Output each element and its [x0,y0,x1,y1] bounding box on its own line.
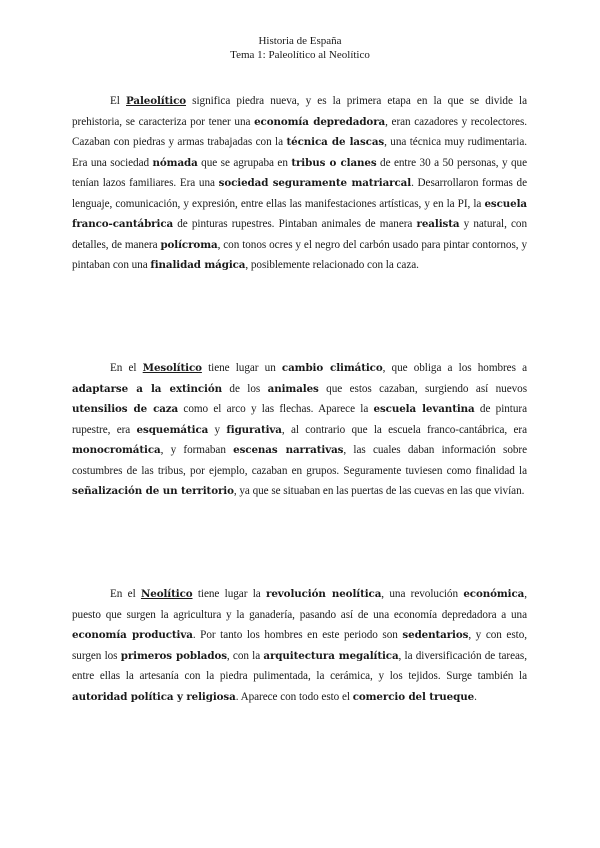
text-run: , con tonos ocres y el negro del carbón usado para pintar contornos, y pintaban con una [72,238,527,271]
key-term: autoridad política y religiosa [72,690,236,703]
text-run: , que obliga a los hombres a [382,362,527,374]
key-term: monocromática [72,444,161,456]
text-run: En el [110,362,143,374]
document-header [0,34,600,62]
key-term: animales [267,382,319,395]
key-term: tribus o clanes [291,156,377,169]
term-neolitico: Neolítico [140,588,193,600]
text-run: de pintura rupestre, era [72,403,527,436]
text-run: , una técnica muy rudimentaria. Era una sociedad [72,136,527,169]
key-term: escuela levantina [373,403,475,415]
key-term: técnica de lascas [286,136,385,148]
term-mesolitico: Mesolítico [142,362,202,374]
text-run: de los [221,382,268,395]
key-term: cambio climático [281,362,383,374]
text-run: tiene lugar la [192,588,267,600]
key-term: realista [416,218,460,230]
text-run: . Desarrollaron formas de lenguaje, comunicación, y expresión, entre ellas las manifestaciones artísticas, y en la PI, la [72,177,527,210]
document-subtitle: Tema 1: Paleolítico al Neolítico [230,49,370,61]
paragraph-mesolitico [72,358,527,502]
text-run: . Aparece con todo esto el [235,690,353,703]
text-run: y [208,423,227,436]
text-run: , una revolución [381,588,464,600]
key-term: comercio del trueque [352,690,475,703]
text-run: y natural, con detalles, de manera [72,218,527,251]
key-term: arquitectura megalítica [263,649,399,662]
text-run: como el arco y las flechas. Aparece la [178,403,374,415]
text-run: de pinturas rupestres. Pintaban animales de manera [173,218,417,230]
text-run: , la diversificación de tareas, entre ellas la artesanía con la piedra pulimentada, la cerámica, y los tejidos. Surge también la [72,649,527,682]
key-term: sociedad seguramente matriarcal [218,177,412,189]
key-term: economía depredadora [254,115,386,128]
key-term: finalidad mágica [150,259,246,271]
key-term: adaptarse a la extinción [72,382,222,395]
key-term: escuela franco-cantábrica [72,197,527,230]
text-run: , puesto que surgen la agricultura y la ganadería, pasando así de una economía depredadora a una [72,588,527,621]
paragraph-paleolitico [72,91,527,276]
term-paleolitico: Paleolítico [126,95,187,107]
document-title: Historia de España [258,35,342,47]
text-run: . [474,690,477,703]
text-run: , con la [226,649,264,662]
key-term: nómada [152,156,198,169]
text-run: , las cuales daban información sobre costumbres de las tribus, por ejemplo, cazaban en grupos. Seguramente tuviesen como finalidad la [72,444,528,477]
key-term: revolución neolítica [266,588,382,600]
key-term: figurativa [226,423,282,436]
key-term: señalización de un territorio [72,485,234,497]
text-run: , y con esto, surgen los [72,629,527,662]
text-run: En el [110,588,141,600]
text-run: . Por tanto los hombres en este periodo son [192,629,403,641]
paragraph-neolitico [72,584,527,707]
key-term: primeros poblados [120,649,227,662]
key-term: economía productiva [72,629,193,641]
text-run: significa piedra nueva, y es la primera etapa en la que se divide la prehistoria, se caracteriza por tener una [72,95,527,128]
text-run: , eran cazadores y recolectores. Cazaban con piedras y armas trabajadas con la [72,115,527,148]
key-term: utensilios de caza [72,403,179,415]
text-run: que se agrupaba en [197,156,292,169]
text-run: de entre 30 a 50 personas, y que tenían lazos familiares. Era una [72,156,527,189]
text-run: tiene lugar un [201,362,282,374]
key-term: económica [463,588,525,600]
text-run: que estos cazaban, surgiendo así nuevos [318,382,527,395]
text-run: , al contrario que la escuela franco-cantábrica, era [281,423,527,436]
text-run: , y formaban [160,444,234,456]
key-term: sedentarios [402,629,469,641]
key-term: escenas narrativas [233,444,344,456]
text-run: , posiblemente relacionado con la caza. [245,259,419,271]
text-run: El [110,95,127,107]
key-term: esquemática [136,423,209,436]
key-term: polícroma [160,238,218,251]
text-run: , ya que se situaban en las puertas de las cuevas en las que vivían. [233,485,525,497]
